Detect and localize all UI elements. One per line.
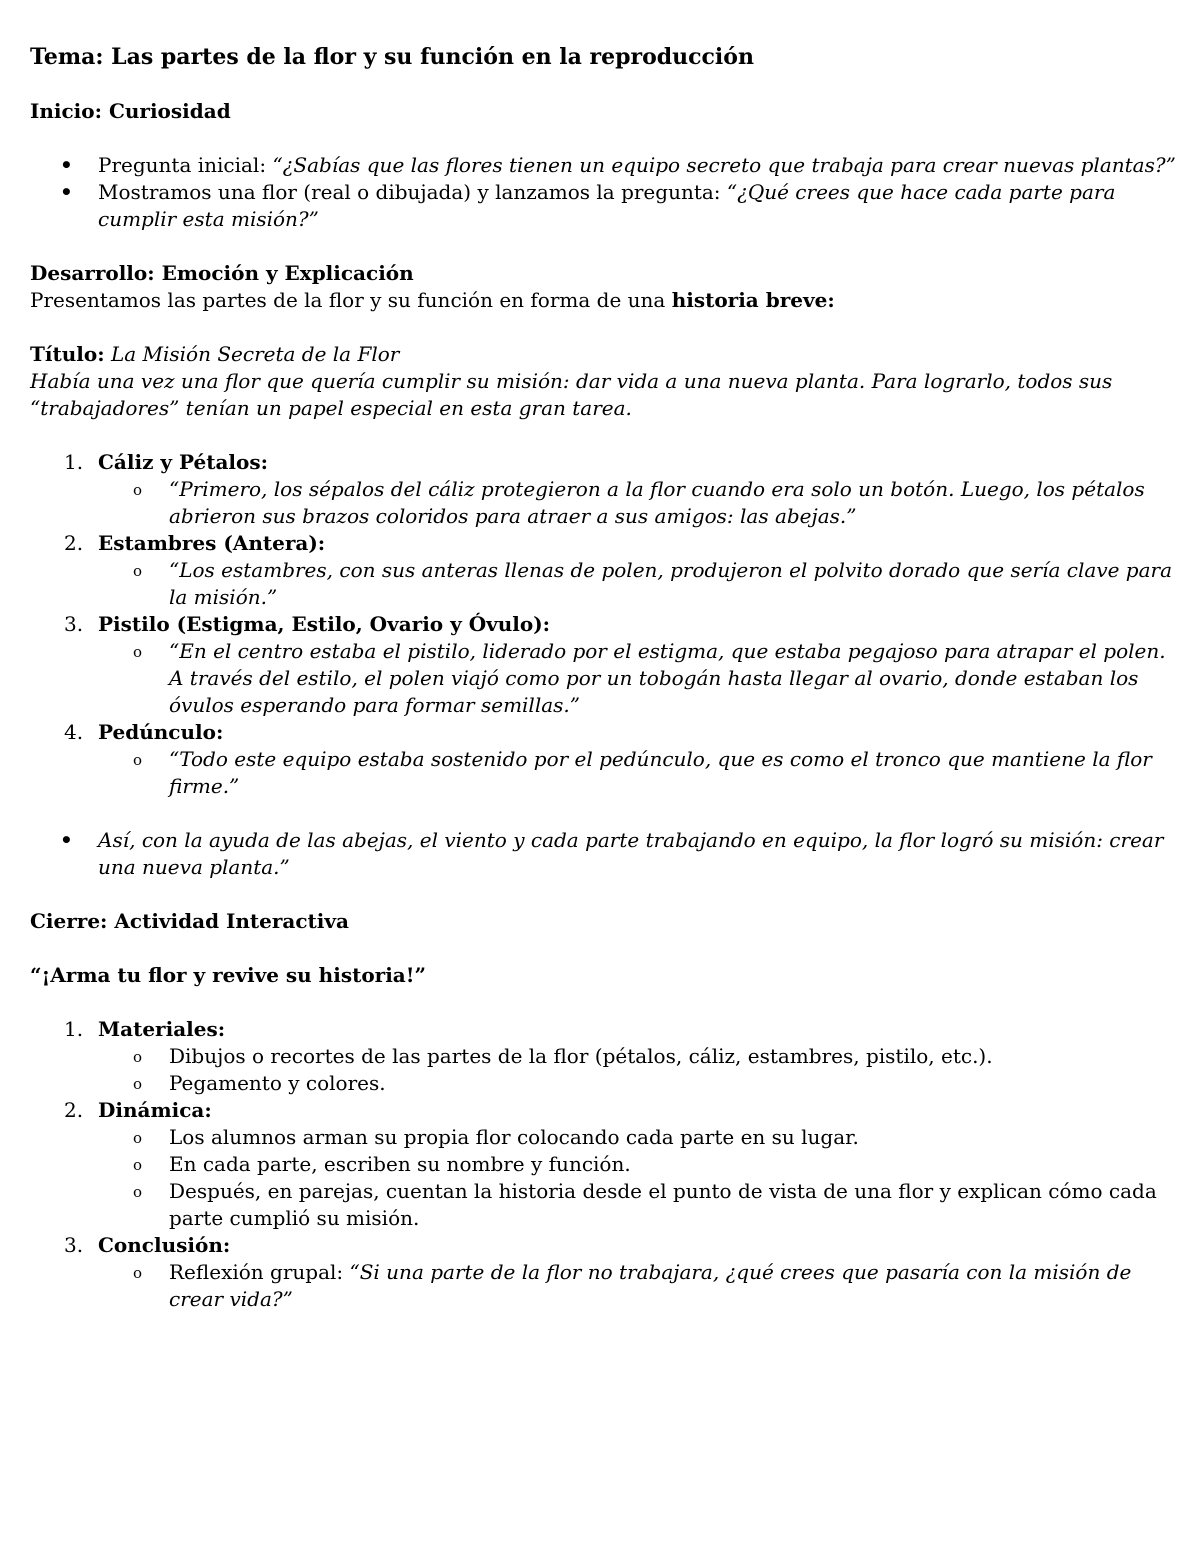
- list-item: [30, 530, 1180, 611]
- activity-title: “¡Arma tu flor y revive su historia!”: [30, 963, 427, 987]
- intro-text: Presentamos las partes de la flor y su función en forma de una: [30, 288, 672, 312]
- list-number: 1.: [64, 450, 84, 474]
- list-number: 2.: [64, 1098, 84, 1122]
- cierre-heading: Cierre: Actividad Interactiva: [30, 909, 349, 933]
- circle-bullet-icon: o: [133, 643, 143, 661]
- part-name: Pedúnculo:: [98, 720, 224, 744]
- step-item-text: Pegamento y colores.: [169, 1071, 386, 1095]
- bullet-icon: •: [60, 153, 73, 177]
- circle-bullet-icon: o: [133, 481, 143, 499]
- step-name: Conclusión:: [98, 1233, 231, 1257]
- part-description: “Todo este equipo estaba sostenido por el pedúnculo, que es como el tronco que mantiene la flor firme.”: [169, 747, 1152, 798]
- story-title-label: Título:: [30, 342, 105, 366]
- flower-parts-list: [30, 449, 1180, 800]
- document-page: [30, 42, 1180, 1313]
- list-item: [98, 1259, 1180, 1313]
- circle-bullet-icon: o: [133, 751, 143, 769]
- list-number: 1.: [64, 1017, 84, 1041]
- circle-bullet-icon: o: [133, 1075, 143, 1093]
- part-name: Cáliz y Pétalos:: [98, 450, 268, 474]
- story-intro: Había una vez una flor que quería cumplir su misión: dar vida a una nueva planta. Para lograrlo, todos sus “trabajadores” tenían un papel especial en esta gran tarea.: [30, 369, 1113, 420]
- circle-bullet-icon: o: [133, 1048, 143, 1066]
- list-item: [98, 746, 1180, 800]
- story-closing: Así, con la ayuda de las abejas, el viento y cada parte trabajando en equipo, la flor logró su misión: crear una nueva planta.”: [98, 828, 1164, 879]
- list-item: [30, 449, 1180, 530]
- list-item: [30, 1016, 1180, 1097]
- list-number: 3.: [64, 1233, 84, 1257]
- list-item: [30, 827, 1180, 881]
- bullet-quote: “¿Sabías que las flores tienen un equipo secreto que trabaja para crear nuevas plantas?”: [272, 153, 1176, 177]
- intro-emphasis: historia breve:: [671, 288, 835, 312]
- desarrollo-intro: [30, 287, 1180, 314]
- story-title-line: [30, 341, 1180, 368]
- desarrollo-heading: Desarrollo: Emoción y Explicación: [30, 261, 414, 285]
- list-item: [98, 476, 1180, 530]
- story-title: La Misión Secreta de la Flor: [110, 342, 400, 366]
- circle-bullet-icon: o: [133, 1156, 143, 1174]
- list-number: 4.: [64, 720, 84, 744]
- list-number: 2.: [64, 531, 84, 555]
- bullet-quote: “¿Qué crees que hace cada parte para cumplir esta misión?”: [98, 180, 1116, 231]
- step-item-text: Dibujos o recortes de las partes de la flor (pétalos, cáliz, estambres, pistilo, etc.).: [169, 1044, 993, 1068]
- document-title: Tema: Las partes de la flor y su función en la reproducción: [30, 44, 754, 70]
- activity-steps-list: [30, 1016, 1180, 1313]
- step-item-text: En cada parte, escriben su nombre y función.: [169, 1152, 631, 1176]
- step-name: Dinámica:: [98, 1098, 212, 1122]
- part-description: “En el centro estaba el pistilo, liderado por el estigma, que estaba pegajoso para atrapar el polen. A través del estilo, el polen viajó como por un tobogán hasta llegar al ovario, donde estaban los óvulos esperando para formar semillas.”: [169, 639, 1166, 717]
- list-item: [98, 1151, 1180, 1178]
- list-item: [98, 1043, 1180, 1070]
- step-name: Materiales:: [98, 1017, 226, 1041]
- story-closing-list: [30, 827, 1180, 881]
- step-item-text: Reflexión grupal:: [169, 1260, 350, 1284]
- part-name: Pistilo (Estigma, Estilo, Ovario y Óvulo):: [98, 612, 551, 636]
- part-description: “Los estambres, con sus anteras llenas de polen, produjeron el polvito dorado que sería clave para la misión.”: [169, 558, 1173, 609]
- bullet-icon: •: [60, 180, 73, 204]
- step-item-text: Después, en parejas, cuentan la historia desde el punto de vista de una flor y explican cómo cada parte cumplió su misión.: [169, 1179, 1157, 1230]
- inicio-heading: Inicio: Curiosidad: [30, 99, 231, 123]
- list-item: [98, 1124, 1180, 1151]
- inicio-bullet-list: [30, 152, 1180, 233]
- circle-bullet-icon: o: [133, 1264, 143, 1282]
- list-item: [98, 1178, 1180, 1232]
- circle-bullet-icon: o: [133, 1183, 143, 1201]
- step-item-text: Los alumnos arman su propia flor colocando cada parte en su lugar.: [169, 1125, 859, 1149]
- list-item: [30, 152, 1180, 179]
- bullet-icon: •: [60, 828, 73, 852]
- list-number: 3.: [64, 612, 84, 636]
- part-description: “Primero, los sépalos del cáliz protegieron a la flor cuando era solo un botón. Luego, los pétalos abrieron sus brazos coloridos para atraer a sus amigos: las abejas.”: [169, 477, 1145, 528]
- bullet-text: Mostramos una flor (real o dibujada) y lanzamos la pregunta:: [98, 180, 727, 204]
- list-item: [30, 179, 1180, 233]
- part-name: Estambres (Antera):: [98, 531, 326, 555]
- list-item: [98, 557, 1180, 611]
- list-item: [30, 719, 1180, 800]
- bullet-text: Pregunta inicial:: [98, 153, 273, 177]
- circle-bullet-icon: o: [133, 562, 143, 580]
- list-item: [98, 638, 1180, 719]
- list-item: [30, 1097, 1180, 1232]
- list-item: [30, 1232, 1180, 1313]
- list-item: [98, 1070, 1180, 1097]
- list-item: [30, 611, 1180, 719]
- step-item-quote: “Si una parte de la flor no trabajara, ¿qué crees que pasaría con la misión de crear vida?”: [169, 1260, 1132, 1311]
- circle-bullet-icon: o: [133, 1129, 143, 1147]
